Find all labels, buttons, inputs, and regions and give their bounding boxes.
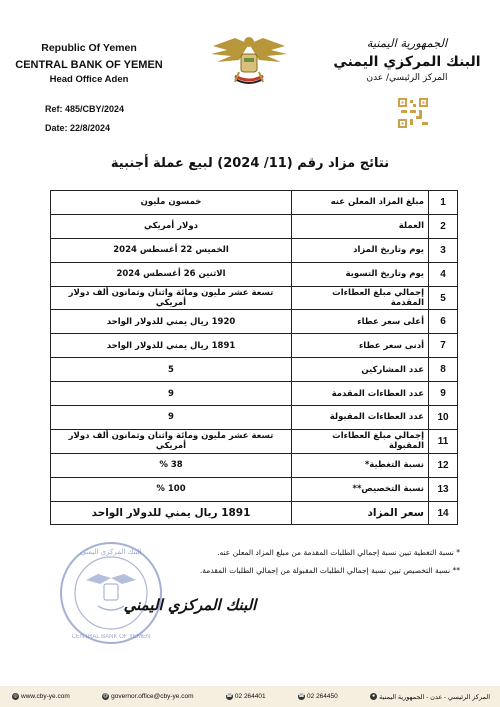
footnote-coverage: * نسبة التغطية تبين نسبة إجمالي الطلبات المقدمة من مبلغ المزاد المعلن عنه. (217, 548, 460, 557)
row-label: عدد العطاءات المقبولة (292, 406, 429, 430)
row-label: نسبة التغطية* (292, 453, 429, 477)
row-value: تسعة عشر مليون ومائة واثنان وثمانون ألف دولار أمريكي (51, 286, 292, 310)
row-number: 11 (429, 429, 458, 453)
row-number: 2 (429, 214, 458, 238)
footer-website[interactable]: ◎ www.cby-ye.com (13, 692, 70, 701)
row-label: يوم وتاريخ التسوية (292, 262, 429, 286)
bank-name-en: CENTRAL BANK OF YEMEN (15, 59, 163, 71)
row-number: 9 (429, 382, 458, 406)
row-label: إجمالي مبلغ العطاءات المقدمة (292, 286, 429, 310)
table-row (51, 310, 458, 334)
row-number: 12 (429, 453, 458, 477)
auction-results-table (50, 190, 458, 525)
footer-phone2: ☎ 02 264450 (298, 692, 338, 701)
row-value: 9 (51, 382, 292, 406)
row-value: تسعة عشر مليون ومائة واثنان وثمانون ألف دولار أمريكي (51, 429, 292, 453)
row-label: عدد المشاركين (292, 358, 429, 382)
table-row (51, 191, 458, 215)
row-value: 100 % (51, 477, 292, 501)
footnotes (130, 544, 460, 580)
row-value: 1891 ريال يمني للدولار الواحد (51, 334, 292, 358)
fax-icon: ☎ (298, 692, 305, 699)
row-label: أدنى سعر عطاء (292, 334, 429, 358)
table-row (51, 214, 458, 238)
footer-bar (0, 686, 500, 707)
row-number: 7 (429, 334, 458, 358)
row-number: 13 (429, 477, 458, 501)
row-value: خمسون مليون (51, 191, 292, 215)
circular-bank-stamp-icon (56, 538, 166, 648)
row-label: سعر المزاد (292, 501, 429, 525)
reference-block (45, 100, 124, 138)
table-row (51, 286, 458, 310)
row-label: أعلى سعر عطاء (292, 310, 429, 334)
row-label: العملة (292, 214, 429, 238)
office-name-en: Head Office Aden (49, 74, 129, 85)
table-row (51, 501, 458, 525)
stamp-text-en: CENTRAL BANK OF YEMEN (71, 634, 151, 640)
row-number: 5 (429, 286, 458, 310)
row-value: دولار أمريكي (51, 214, 292, 238)
office-name-ar: المركز الرئيسي/ عدن (366, 73, 448, 83)
location-pin-icon: ● (372, 693, 376, 700)
row-value: 5 (51, 358, 292, 382)
table-row (51, 429, 458, 453)
ref-date: Date: 22/8/2024 (45, 123, 111, 133)
table-row (51, 238, 458, 262)
row-value: الاثنين 26 أغسطس 2024 (51, 262, 292, 286)
row-label: إجمالي مبلغ العطاءات المقبولة (292, 429, 429, 453)
row-number: 6 (429, 310, 458, 334)
footer-email[interactable]: @ governor.office@cby-ye.com (103, 692, 194, 701)
table-row (51, 334, 458, 358)
bank-name-ar: البنك المركزي اليمني (333, 54, 481, 70)
table-row (51, 477, 458, 501)
row-number: 4 (429, 262, 458, 286)
signature-line: البنك المركزي اليمني (123, 596, 257, 614)
header-english (14, 42, 164, 85)
phone-icon: ☎ (226, 692, 233, 699)
table-row (51, 382, 458, 406)
footer-phone1: ☎ 02 264401 (226, 692, 266, 701)
row-number: 14 (429, 501, 458, 525)
row-value: 38 % (51, 453, 292, 477)
table-row (51, 358, 458, 382)
header-arabic (332, 36, 482, 83)
globe-icon: ◎ (13, 692, 18, 699)
footer-address: المركز الرئيسي - عدن - الجمهورية اليمنية● (372, 693, 490, 701)
stamp-text-ar: البنك المركزي اليمني (80, 548, 142, 556)
ref-number: Ref: 485/CBY/2024 (45, 104, 125, 114)
row-label: عدد العطاءات المقدمة (292, 382, 429, 406)
table-row (51, 453, 458, 477)
row-value: 9 (51, 406, 292, 430)
footnote-allocation: ** نسبة التخصيص تبين نسبة إجمالي الطلبات المقبولة من إجمالي الطلبات المقدمة. (199, 566, 460, 575)
row-label: نسبة التخصيص** (292, 477, 429, 501)
document-title: نتائج مزاد رقم (11/ 2024) لبيع عملة أجنبية (110, 156, 390, 171)
email-icon: @ (103, 692, 109, 699)
row-value: 1920 ريال يمني للدولار الواحد (51, 310, 292, 334)
table-row (51, 262, 458, 286)
country-name-ar: الجمهورية اليمنية (366, 36, 448, 50)
qr-code-icon (398, 98, 428, 128)
yemen-eagle-emblem-icon (205, 32, 293, 92)
table-row (51, 406, 458, 430)
row-number: 3 (429, 238, 458, 262)
row-number: 1 (429, 191, 458, 215)
row-value: 1891 ريال يمني للدولار الواحد (51, 501, 292, 525)
row-value: الخميس 22 أغسطس 2024 (51, 238, 292, 262)
row-number: 8 (429, 358, 458, 382)
country-name-en: Republic Of Yemen (41, 42, 137, 54)
row-label: مبلغ المزاد المعلن عنه (292, 191, 429, 215)
row-label: يوم وتاريخ المزاد (292, 238, 429, 262)
row-number: 10 (429, 406, 458, 430)
